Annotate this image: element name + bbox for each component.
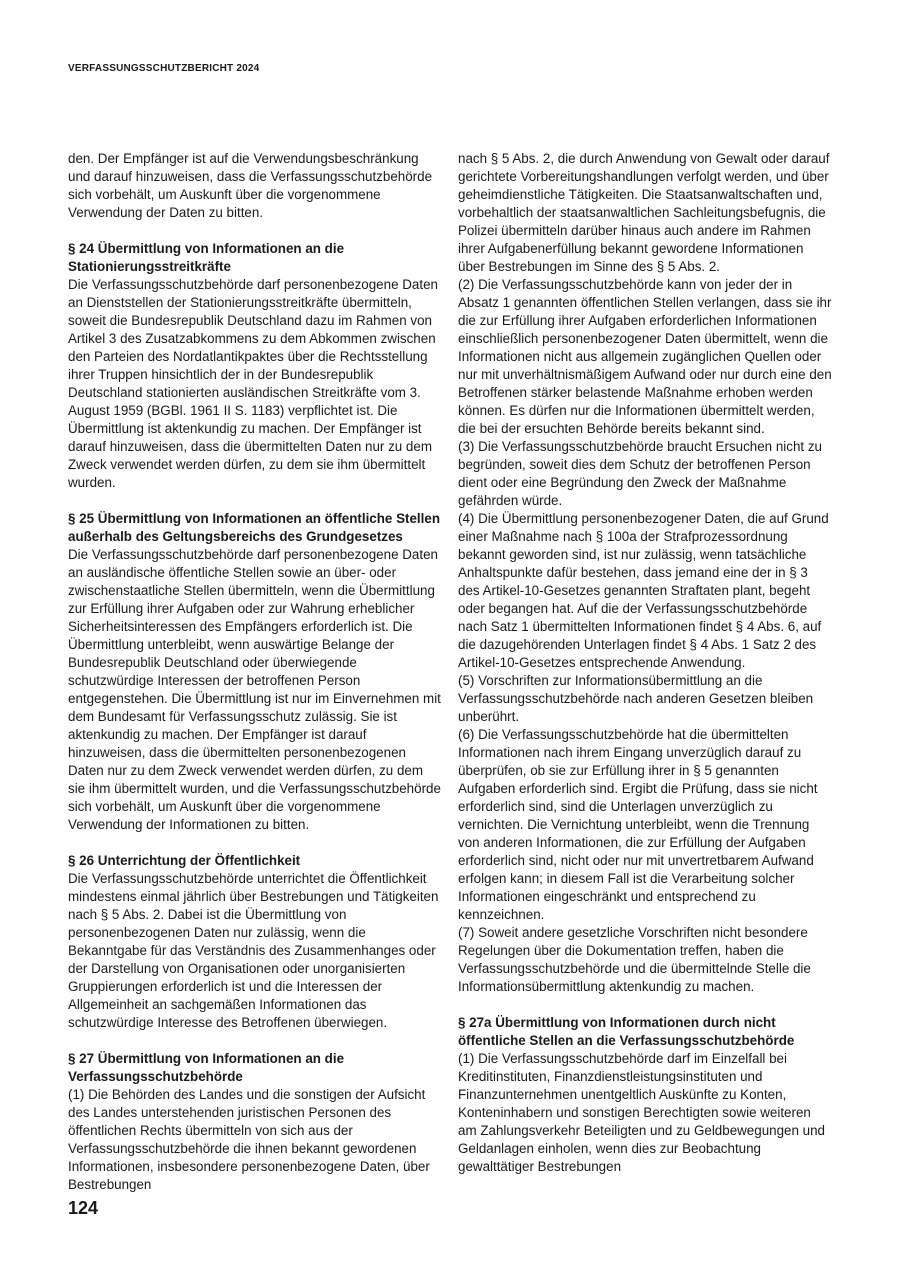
left-column <box>68 150 443 1194</box>
section-27-paragraph-7: (7) Soweit andere gesetzliche Vorschriften nicht besondere Regelungen über die Dokumentation treffen, haben die Verfassungsschutzbehörde und die übermittelnde Stelle die Informationsübermittlung aktenkundig zu machen. <box>458 925 811 994</box>
section-26-text: Die Verfassungsschutzbehörde unterrichtet die Öffentlichkeit mindestens einmal jährlich über Bestrebungen und Tätigkeiten nach § 5 Abs. 2. Dabei ist die Übermittlung von personenbezogenen Daten nur zulässig, wenn die Bekanntgabe für das Verständnis des Zusammenhanges oder der Darstellung von Organisationen oder unorganisierten Gruppierungen erforderlich ist und die Interessen der Allgemeinheit an sachgemäßen Informationen das schutzwürdige Interesse des Betroffenen überwiegen. <box>68 871 439 1030</box>
section-27a-text: (1) Die Verfassungsschutzbehörde darf im Einzelfall bei Kreditinstituten, Finanzdienstleistungsinstituten und Finanzunternehmen unentgeltlich Auskünfte zu Konten, Konteninhabern und sonstigen Berechtigten sowie weiteren am Zahlungsverkehr Beteiligten und zu Geldbewegungen und Geldanlagen einholen, wenn dies zur Beobachtung gewalttätiger Bestrebungen <box>458 1051 826 1174</box>
section-27 <box>68 1050 443 1194</box>
section-27a <box>458 1014 833 1176</box>
section-27-paragraph-3: (3) Die Verfassungsschutzbehörde braucht Ersuchen nicht zu begründen, soweit dies dem Schutz der betroffenen Person dient oder eine Begründung den Zweck der Maßnahme gefährden würde. <box>458 439 822 508</box>
section-27-paragraph-6: (6) Die Verfassungsschutzbehörde hat die übermittelten Informationen nach ihrem Eingang unverzüglich darauf zu überprüfen, ob sie zur Erfüllung ihrer in § 5 genannten Aufgaben erforderlich sind. Ergibt die Prüfung, dass sie nicht erforderlich sind, sind die Unterlagen unverzüglich zu vernichten. Die Vernichtung unterbleibt, wenn die Trennung von anderen Informationen, die zur Erfüllung der Aufgaben erforderlich sind, nicht oder nur mit unvertretbarem Aufwand erfolgen kann; in diesem Fall ist die Verarbeitung solcher Informationen eingeschränkt und entsprechend zu kennzeichnen. <box>458 727 818 922</box>
section-27a-heading: § 27a Übermittlung von Informationen durch nicht öffentliche Stellen an die Verfassungsschutzbehörde <box>458 1015 795 1048</box>
section-25-text: Die Verfassungsschutzbehörde darf personenbezogene Daten an ausländische öffentliche Stellen sowie an über- oder zwischenstaatliche Stellen übermitteln, wenn die Übermittlung zur Erfüllung ihrer Aufgaben oder zur Wahrung erheblicher Sicherheitsinteressen des Empfängers erforderlich ist. Die Übermittlung unterbleibt, wenn auswärtige Belange der Bundesrepublik Deutschland oder überwiegende schutzwürdige Interessen der betroffenen Person entgegenstehen. Die Übermittlung ist nur im Einvernehmen mit dem Bundesamt für Verfassungsschutz zulässig. Sie ist aktenkundig zu machen. Der Empfänger ist darauf hinzuweisen, dass die übermittelten personenbezogenen Daten nur zu dem Zweck verwendet werden dürfen, zu dem sie ihm übermittelt wurden, und die Verfassungsschutzbehörde sich vorbehält, um Auskunft über die vorgenommene Verwendung der Informationen zu bitten. <box>68 547 441 832</box>
section-26 <box>68 852 443 1032</box>
section-24 <box>68 240 443 492</box>
running-header: VERFASSUNGSSCHUTZBERICHT 2024 <box>68 63 260 74</box>
section-27-paragraph-1-cont: nach § 5 Abs. 2, die durch Anwendung von Gewalt oder darauf gerichtete Vorbereitungshandlungen verfolgt werden, und über geheimdienstliche Tätigkeiten. Die Staatsanwaltschaften und, vorbehaltlich der staatsanwaltlichen Sachleitungsbefugnis, die Polizei übermitteln darüber hinaus auch andere im Rahmen ihrer Aufgabenerfüllung bekannt gewordene Informationen über Bestrebungen im Sinne des § 5 Abs. 2. <box>458 151 830 274</box>
section-27-paragraph-4: (4) Die Übermittlung personenbezogener Daten, die auf Grund einer Maßnahme nach § 100a der Strafprozessordnung bekannt geworden sind, ist nur zulässig, wenn tatsächliche Anhaltspunkte dafür bestehen, dass jemand eine der in § 3 des Artikel-10-Gesetzes genannten Straftaten plant, begeht oder begangen hat. Auf die der Verfassungsschutzbehörde nach Satz 1 übermittelten Informationen findet § 4 Abs. 6, auf die dazugehörenden Unterlagen findet § 4 Abs. 1 Satz 2 des Artikel-10-Gesetzes entsprechende Anwendung. <box>458 511 829 670</box>
section-25 <box>68 510 443 834</box>
section-27-paragraph-5: (5) Vorschriften zur Informationsübermittlung an die Verfassungsschutzbehörde nach anderen Gesetzen bleiben unberührt. <box>458 673 814 724</box>
section-27-paragraph-2: (2) Die Verfassungsschutzbehörde kann von jeder der in Absatz 1 genannten öffentlichen Stellen verlangen, dass sie ihr die zur Erfüllung ihrer Aufgaben erforderlichen Informationen einschließlich personenbezogener Daten übermittelt, wenn die Informationen nicht aus allgemein zugänglichen Quellen oder nur mit unverhältnismäßigem Aufwand oder nur durch eine den Betroffenen stärker belastende Maßnahme erhoben werden können. Es dürfen nur die Informationen übermittelt werden, die bei der ersuchten Behörde bereits bekannt sind. <box>458 277 832 436</box>
section-24-text: Die Verfassungsschutzbehörde darf personenbezogene Daten an Dienststellen der Stationierungsstreitkräfte übermitteln, soweit die Bundesrepublik Deutschland dazu im Rahmen von Artikel 3 des Zusatzabkommens zu dem Abkommen zwischen den Parteien des Nordatlantikpaktes über die Rechtsstellung ihrer Truppen hinsichtlich der in der Bundesrepublik Deutschland stationierten ausländischen Streitkräfte vom 3. August 1959 (BGBl. 1961 II S. 1183) verpflichtet ist. Die Übermittlung ist aktenkundig zu machen. Der Empfänger ist darauf hinzuweisen, dass die übermittelten Daten nur zu dem Zweck verwendet werden dürfen, zu dem sie ihm übermittelt wurden. <box>68 277 438 490</box>
section-26-heading: § 26 Unterrichtung der Öffentlichkeit <box>68 853 301 868</box>
right-column <box>458 150 833 1176</box>
section-27-heading: § 27 Übermittlung von Informationen an die Verfassungsschutzbehörde <box>68 1051 345 1084</box>
intro-paragraph: den. Der Empfänger ist auf die Verwendungsbeschränkung und darauf hinzuweisen, dass die Verfassungsschutzbehörde sich vorbehält, um Auskunft über die vorgenommene Verwendung der Daten zu bitten. <box>68 151 433 220</box>
section-24-heading: § 24 Übermittlung von Informationen an die Stationierungsstreitkräfte <box>68 241 345 274</box>
page-number: 124 <box>68 1198 99 1218</box>
section-27-text: (1) Die Behörden des Landes und die sonstigen der Aufsicht des Landes unterstehenden juristischen Personen des öffentlichen Rechts übermitteln von sich aus der Verfassungsschutzbehörde die ihnen bekannt gewordenen Informationen, insbesondere personenbezogene Daten, über Bestrebungen <box>68 1087 430 1192</box>
section-25-heading: § 25 Übermittlung von Informationen an öffentliche Stellen außerhalb des Geltungsbereichs des Grundgesetzes <box>68 511 441 544</box>
